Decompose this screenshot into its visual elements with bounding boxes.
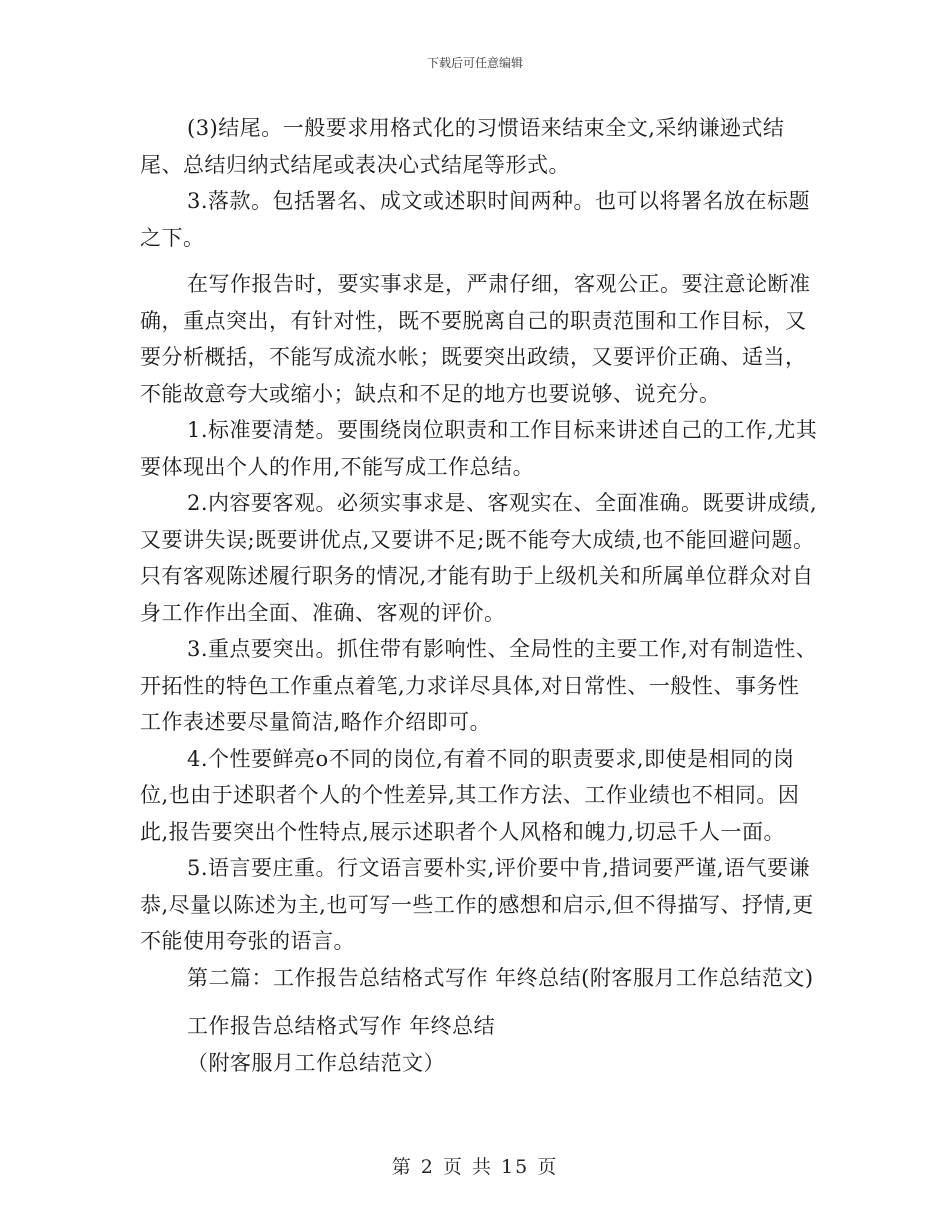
paragraph-section-subtitle: （附客服月工作总结范文） <box>187 1050 445 1075</box>
paragraph-language: 5.语言要庄重。行文语言要朴实,评价要中肯,措词要严谨,语气要谦恭,尽量以陈述为主,也可写一些工作的感想和启示,但不得描写、抒情,更不能使用夸张的语言。 <box>140 856 814 953</box>
paragraph-personality: 4.个性要鲜亮o不同的岗位,有着不同的职责要求,即使是相同的岗位,也由于述职者个人的个性差异,其工作方法、工作业绩也不相同。因此,报告要突出个性特点,展示述职者个人风格和魄力,切忌千人一面。 <box>140 746 800 844</box>
paragraph-standard-clear: 1.标准要清楚。要围绕岗位职责和工作目标来讲述自己的工作,尤其要体现出个人的作用,不能写成工作总结。 <box>140 418 818 479</box>
page-header: 下载后可任意编辑 <box>426 56 523 70</box>
paragraph-focus-prominent: 3.重点要突出。抓住带有影响性、全局性的主要工作,对有制造性、开拓性的特色工作重点着笔,力求详尽具体,对日常性、一般性、事务性工作表述要尽量简洁,略作介绍即可。 <box>140 637 818 734</box>
document-body <box>140 110 820 1081</box>
paragraph-second-chapter-title: 第二篇：工作报告总结格式写作 年终总结(附客服月工作总结范文) <box>187 965 814 990</box>
paragraph-content-objective: 2.内容要客观。必须实事求是、客观实在、全面准确。既要讲成绩,又要讲失误;既要讲优点,又要讲不足;既不能夸大成绩,也不能回避问题。只有客观陈述履行职务的情况,才能有助于上级机关和所属单位群众对自身工作作出全面、准确、客观的评价。 <box>140 491 818 625</box>
page-footer: 第 2 页 共 15 页 <box>391 1156 559 1178</box>
paragraph-section-title: 工作报告总结格式写作 年终总结 <box>187 1014 496 1038</box>
paragraph-signature: 3.落款。包括署名、成文或述职时间两种。也可以将署名放在标题之下。 <box>140 189 811 250</box>
paragraph-ending: (3)结尾。一般要求用格式化的习惯语来结束全文,采纳谦逊式结尾、总结归纳式结尾或表决心式结尾等形式。 <box>140 116 785 177</box>
paragraph-writing-guidance: 在写作报告时，要实事求是，严肃仔细，客观公正。要注意论断准确，重点突出，有针对性，既不要脱离自己的职责范围和工作目标，又要分析概括，不能写成流水帐；既要突出政绩，又要评价正确、适当，不能故意夸大或缩小；缺点和不足的地方也要说够、说充分。 <box>140 272 811 406</box>
